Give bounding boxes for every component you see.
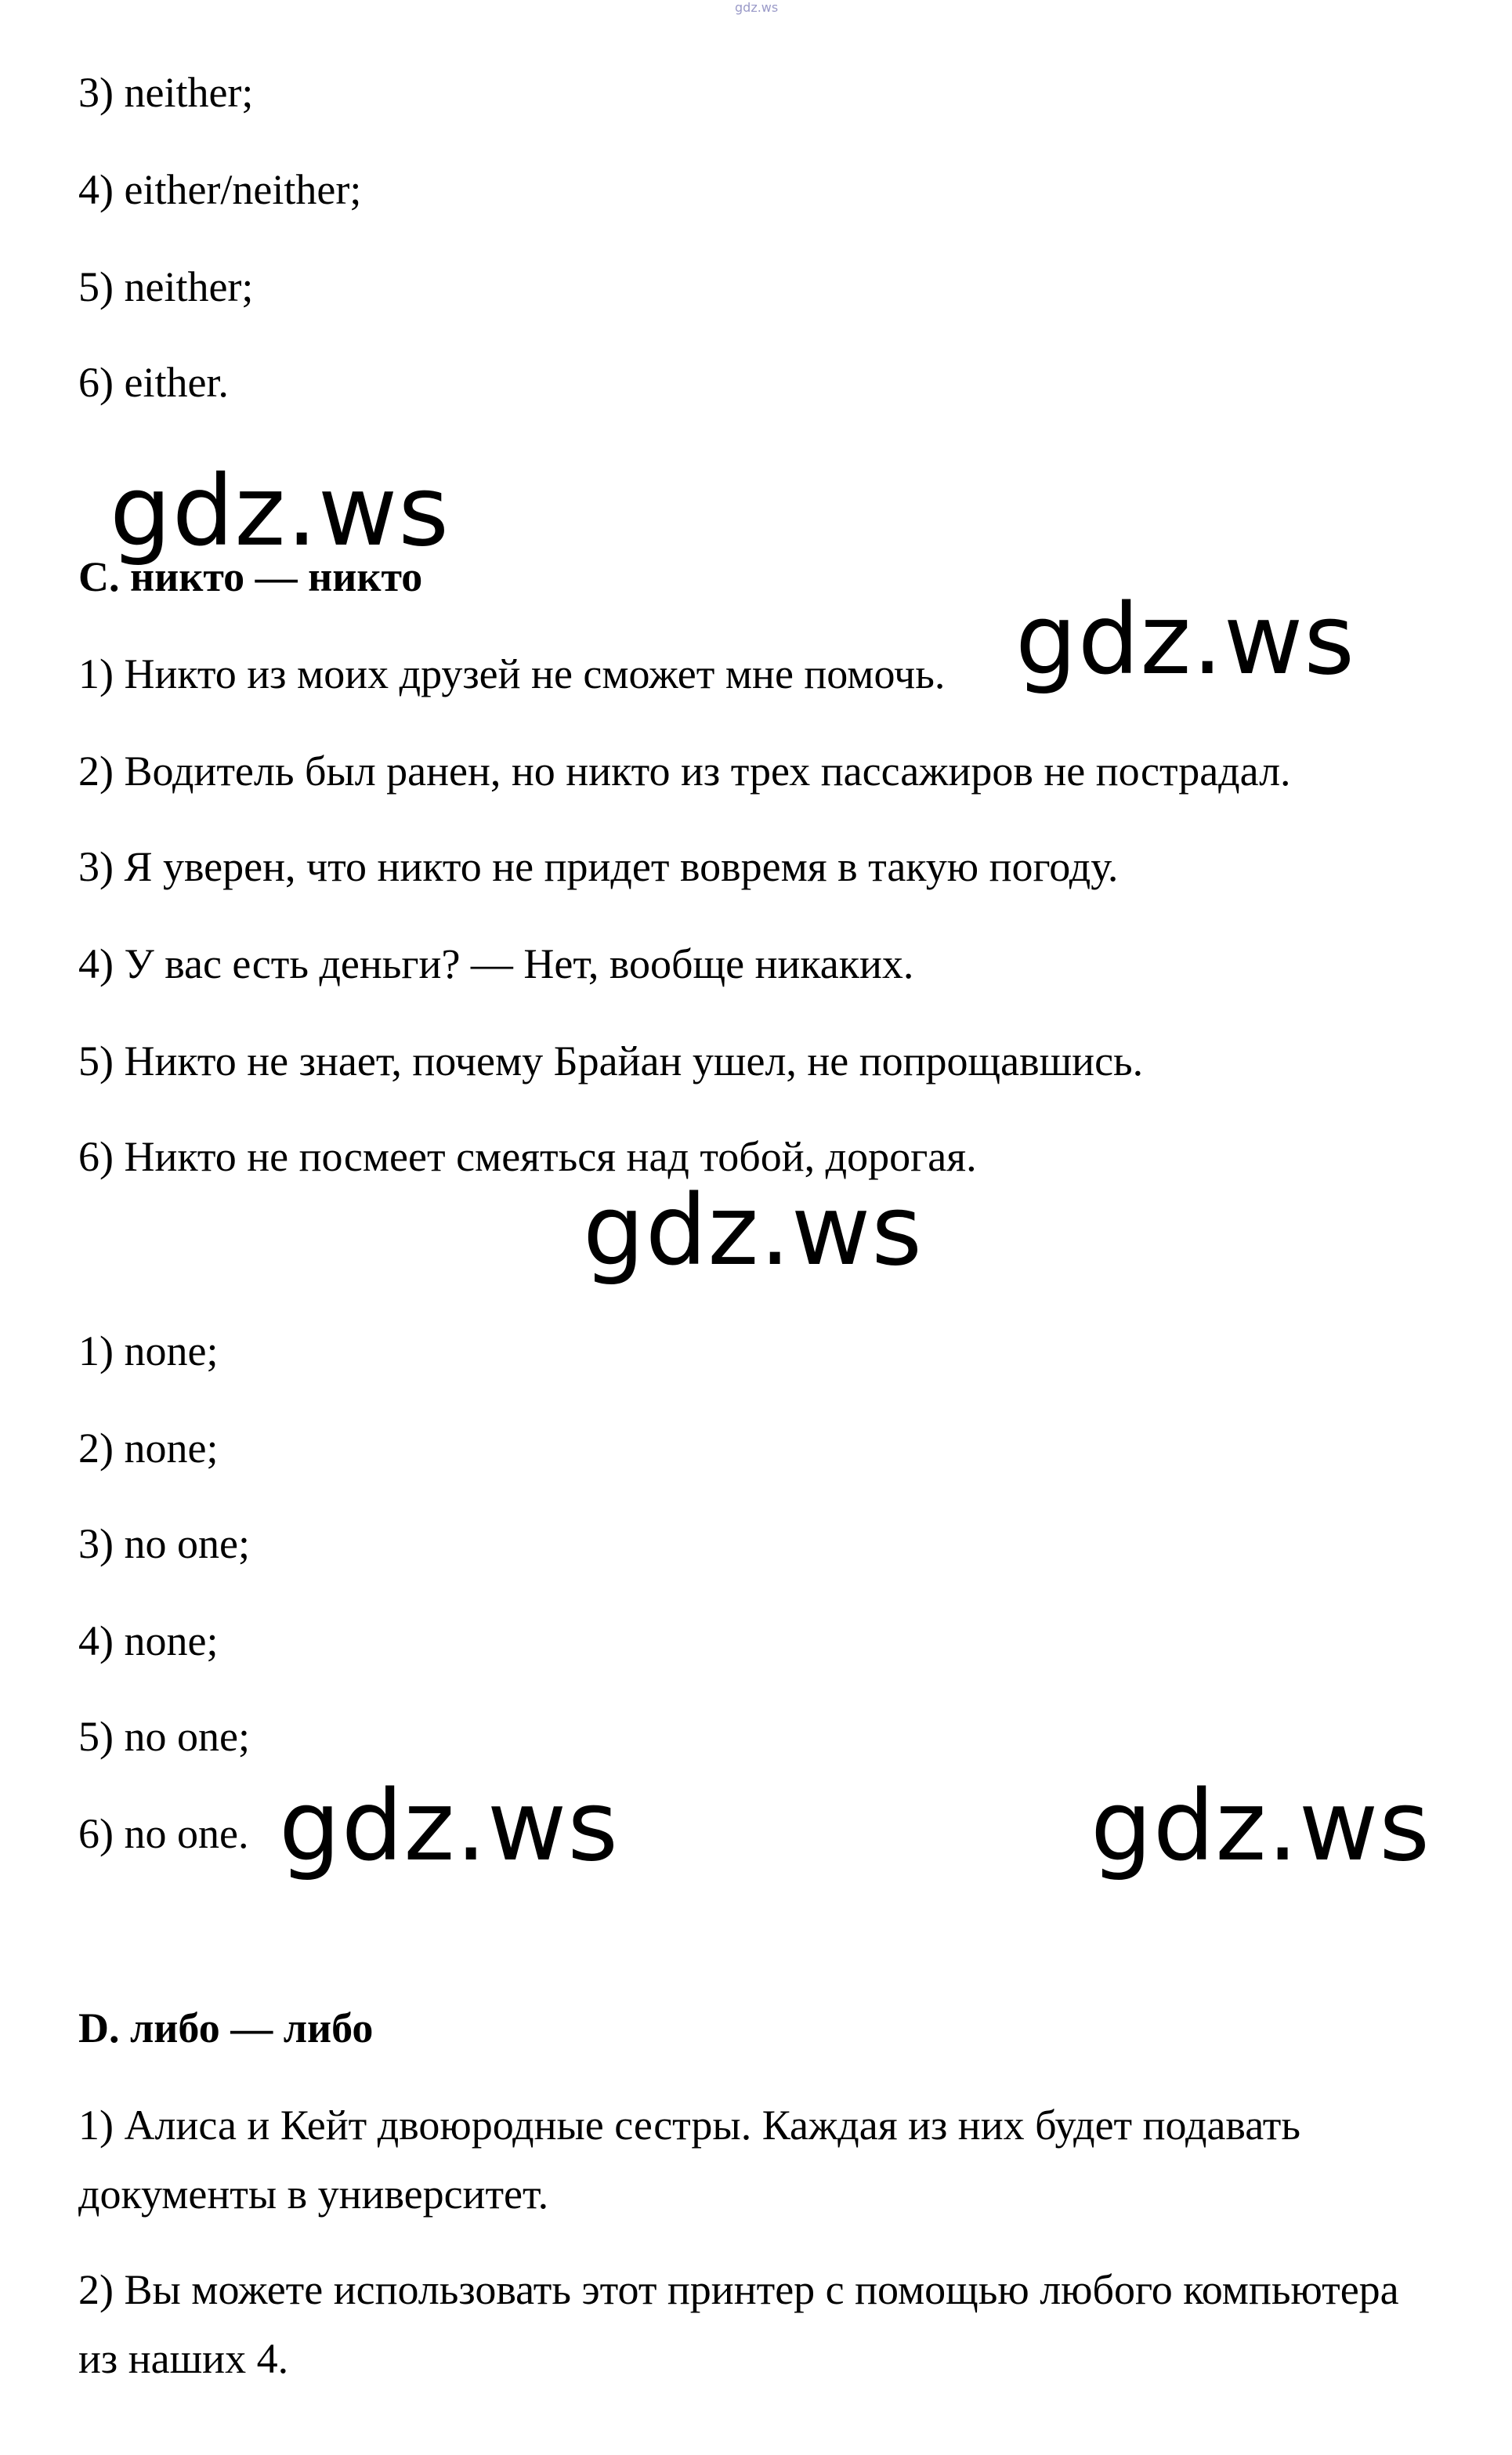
answer-c-2: 2) none;	[78, 1425, 219, 1472]
section-c-heading: C. никто — никто	[78, 553, 423, 600]
top-watermark-text: gdz.ws	[735, 0, 779, 15]
translation-c-5: 5) Никто не знает, почему Брайан ушел, не попрощавшись.	[78, 1037, 1144, 1084]
translation-c-3: 3) Я уверен, что никто не придет вовремя в такую погоду.	[78, 843, 1119, 890]
watermark-logo: gdz.ws	[1091, 1770, 1431, 1883]
answer-b-3: 3) neither;	[78, 69, 254, 116]
translation-d-1: 1) Алиса и Кейт двоюродные сестры. Каждая из них будет подавать документы в университет.	[78, 2102, 1301, 2218]
translation-c-1: 1) Никто из моих друзей не сможет мне помочь.	[78, 650, 946, 697]
answer-c-1: 1) none;	[78, 1327, 219, 1374]
answer-b-4: 4) either/neither;	[78, 166, 362, 213]
watermark-logo: gdz.ws	[279, 1770, 619, 1883]
answer-b-6: 6) either.	[78, 359, 229, 406]
answer-c-3: 3) no one;	[78, 1520, 250, 1567]
watermark-logo: gdz.ws	[583, 1175, 923, 1287]
answer-c-4: 4) none;	[78, 1617, 219, 1664]
watermark-logo: gdz.ws	[110, 455, 450, 568]
translation-c-6: 6) Никто не посмеет смеяться над тобой, дорогая.	[78, 1133, 977, 1180]
translation-d-2: 2) Вы можете использовать этот принтер с помощью любого компьютера из наших 4.	[78, 2266, 1399, 2382]
answer-c-6: 6) no one.	[78, 1810, 249, 1857]
translation-c-2: 2) Водитель был ранен, но никто из трех пассажиров не пострадал.	[78, 748, 1291, 795]
answer-b-5: 5) neither;	[78, 263, 254, 310]
watermark-logo: gdz.ws	[1015, 584, 1355, 697]
translation-c-4: 4) У вас есть деньги? — Нет, вообще никаких.	[78, 940, 914, 987]
section-d-heading: D. либо — либо	[78, 2004, 374, 2051]
answer-c-5: 5) no one;	[78, 1713, 250, 1760]
